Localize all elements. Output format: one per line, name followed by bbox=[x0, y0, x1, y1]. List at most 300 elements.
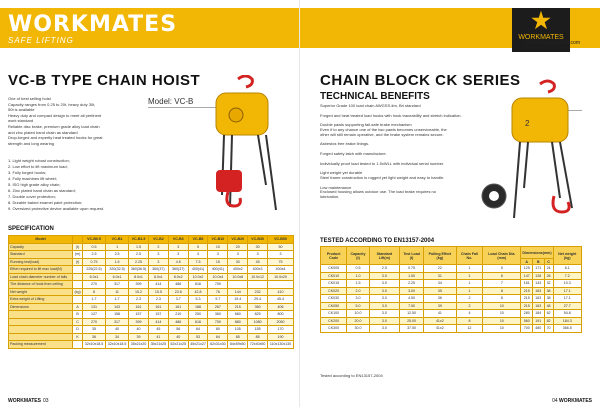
column-header: C bbox=[544, 259, 553, 265]
column-header: VC-B5 bbox=[188, 236, 208, 244]
spec-cell: 4.5 bbox=[168, 258, 188, 266]
column-header bbox=[73, 236, 83, 244]
spec-cell bbox=[73, 281, 83, 289]
spec-cell bbox=[228, 281, 248, 289]
tested-cell: 12 bbox=[456, 325, 483, 333]
spec-cell: 2.3 bbox=[129, 296, 149, 304]
intro-line: Drop-forged and expertly heat treated hooks for great bbox=[8, 135, 103, 141]
spec-table bbox=[8, 235, 294, 349]
tested-cell: 128 bbox=[532, 272, 544, 280]
tested-cell: 30.0 bbox=[347, 325, 369, 333]
column-header: Chain Fall No. bbox=[456, 247, 483, 265]
spec-cell: 317 bbox=[106, 318, 129, 326]
spec-cell: 9.7 bbox=[208, 296, 228, 304]
table-row bbox=[321, 302, 582, 310]
table-row bbox=[321, 295, 582, 303]
spec-cell: 2.25 bbox=[129, 258, 149, 266]
spec-cell: 317 bbox=[106, 281, 129, 289]
spec-cell: 486 bbox=[168, 318, 188, 326]
spec-cell: 410 bbox=[268, 288, 294, 296]
intro-line: Capacity ranges from 0.25 to 20t, heavy duty 30t, bbox=[8, 101, 96, 107]
column-header: B bbox=[532, 259, 544, 265]
spec-cell: 8.0x1 bbox=[148, 273, 168, 281]
tested-cell: CK015 bbox=[321, 280, 347, 288]
spec-cell: 270 bbox=[83, 318, 106, 326]
spec-cell: 2050 bbox=[268, 318, 294, 326]
feature-list bbox=[8, 158, 148, 212]
spec-cell: 660 bbox=[228, 311, 248, 319]
tested-cell: 2.0 bbox=[347, 287, 369, 295]
tested-cell: 3.0 bbox=[347, 295, 369, 303]
spec-cell: 40 bbox=[168, 333, 188, 341]
spec-cell: 8.0x1 bbox=[129, 273, 149, 281]
spec-cell: 3 bbox=[268, 251, 294, 259]
spec-cell: 52x21x25 bbox=[168, 341, 188, 349]
spec-cell: 7.5 bbox=[188, 258, 208, 266]
spec-cell: 30 bbox=[248, 243, 268, 251]
table-row bbox=[9, 281, 294, 289]
table-row bbox=[9, 266, 294, 274]
tested-cell: 4 bbox=[456, 310, 483, 318]
intro-line: strength and long wearing bbox=[8, 140, 55, 146]
brand-logo: WORKMATES bbox=[8, 12, 178, 37]
table-row bbox=[9, 311, 294, 319]
spec-cell: 161 bbox=[148, 303, 168, 311]
spec-cell: (m) bbox=[73, 251, 83, 259]
table-row bbox=[9, 288, 294, 296]
spec-cell: 616 bbox=[188, 318, 208, 326]
tested-cell: 3.0 bbox=[369, 302, 399, 310]
table-row bbox=[321, 310, 582, 318]
tested-cell: 163 bbox=[532, 287, 544, 295]
tested-cell: 184 bbox=[532, 310, 544, 318]
spec-cell: 10.0x2 bbox=[188, 273, 208, 281]
spec-cell: 700 bbox=[208, 281, 228, 289]
page-number: 03 bbox=[42, 398, 49, 404]
tested-cell: 48 bbox=[544, 302, 553, 310]
intro-line: One of best selling hoist bbox=[8, 96, 51, 101]
column-header: VC-B0.5 bbox=[83, 236, 106, 244]
spec-cell: 0.5 bbox=[83, 243, 106, 251]
tested-cell: 25.00 bbox=[400, 317, 424, 325]
feature-item: 5. ISO high grade alloy chain; bbox=[8, 182, 61, 187]
tested-cell: 82 bbox=[544, 317, 553, 325]
spec-cell: 320(32.5) bbox=[106, 266, 129, 274]
table-row bbox=[9, 333, 294, 341]
spec-cell: Packing measurement bbox=[9, 341, 73, 349]
spec-cell: 157 bbox=[129, 311, 149, 319]
intro-line: Heavy duty and compact design to meet all pertinent bbox=[8, 112, 102, 118]
spec-cell bbox=[248, 281, 268, 289]
spec-cell: 800 bbox=[268, 311, 294, 319]
spec-cell: 85 bbox=[248, 333, 268, 341]
spec-cell: 30 bbox=[228, 258, 248, 266]
tested-cell: 163 bbox=[532, 302, 544, 310]
tested-cell: CK100 bbox=[321, 310, 347, 318]
table-row bbox=[9, 296, 294, 304]
spec-cell: 45.4 bbox=[268, 296, 294, 304]
tested-cell: 5 bbox=[483, 265, 521, 273]
column-group-header: Dimensions(mm) bbox=[521, 247, 553, 259]
brand-tagline: SAFE LIFTING bbox=[8, 36, 74, 45]
tested-cell: 7.50 bbox=[400, 302, 424, 310]
intro-line: and zinc plated hand chain as standard bbox=[8, 129, 78, 135]
tested-cell: 163 bbox=[532, 295, 544, 303]
tested-cell: CK300 bbox=[321, 325, 347, 333]
spec-cell: (t) bbox=[73, 243, 83, 251]
table-row bbox=[321, 317, 582, 325]
tested-cell: 3.00 bbox=[400, 287, 424, 295]
column-header: VC-B1.5 bbox=[129, 236, 149, 244]
spec-cell: 360 bbox=[208, 311, 228, 319]
footer-brand: WORKMATES bbox=[8, 398, 41, 404]
spec-cell: 105 bbox=[228, 326, 248, 334]
tested-cell: 143 bbox=[532, 280, 544, 288]
tested-cell: 36 bbox=[424, 295, 457, 303]
spec-cell: 157 bbox=[148, 311, 168, 319]
spec-cell: A bbox=[73, 303, 83, 311]
spec-cell: 29.4 bbox=[248, 296, 268, 304]
table-row bbox=[321, 287, 582, 295]
spec-cell: 1 bbox=[106, 243, 129, 251]
spec-cell: 32x10x18.5 bbox=[83, 341, 106, 349]
right-footer bbox=[550, 398, 592, 404]
spec-cell: 400x3 bbox=[248, 266, 268, 274]
spec-cell: 10.0x4 bbox=[208, 273, 228, 281]
spec-cell: 1.7 bbox=[106, 296, 129, 304]
tested-cell: 1 bbox=[456, 280, 483, 288]
page-title: CHAIN BLOCK CK SERIES bbox=[320, 72, 521, 89]
spec-cell: 72x40x50 bbox=[248, 341, 268, 349]
feature-item: 3. Fully forged hooks; bbox=[8, 170, 47, 175]
column-header: Standard Lift(m) bbox=[369, 247, 399, 265]
tested-cell: 2 bbox=[456, 302, 483, 310]
spec-cell: Net weight bbox=[9, 288, 73, 296]
benefit-line: Forged and heat treated load hooks with hook traceability and stretch indication. bbox=[320, 112, 462, 118]
tested-cell: 22 bbox=[424, 265, 457, 273]
tested-cell: 0.5 bbox=[347, 265, 369, 273]
spec-cell: 36 bbox=[83, 333, 106, 341]
table-row bbox=[9, 303, 294, 311]
tested-cell: 27.7 bbox=[553, 302, 581, 310]
column-header: Test Load (t) bbox=[400, 247, 424, 265]
spec-cell: 35x21x20 bbox=[129, 341, 149, 349]
table-row bbox=[9, 243, 294, 251]
tested-cell: 7.2 bbox=[553, 272, 581, 280]
tested-cell: 3.0 bbox=[369, 272, 399, 280]
column-header: VC-B3 bbox=[168, 236, 188, 244]
spec-title: SPECIFICATION bbox=[8, 226, 54, 232]
table-row bbox=[9, 341, 294, 349]
tested-table bbox=[320, 246, 582, 333]
tested-cell: CK005 bbox=[321, 265, 347, 273]
benefit-line: Asbestos free brake linings. bbox=[320, 141, 370, 147]
spec-cell: 3 bbox=[188, 251, 208, 259]
spec-cell: 1.5 bbox=[106, 258, 129, 266]
spec-cell: 215 bbox=[228, 303, 248, 311]
tested-cell: 8 bbox=[483, 287, 521, 295]
tested-title: TESTED ACCORDING TO EN13157-2004 bbox=[320, 238, 435, 244]
table-row bbox=[9, 318, 294, 326]
tested-cell: 10 bbox=[483, 325, 521, 333]
spec-cell: 15.2 bbox=[129, 288, 149, 296]
tested-cell: 5.0 bbox=[347, 302, 369, 310]
spec-cell: 406 bbox=[268, 303, 294, 311]
column-header: Net weight (kg) bbox=[553, 247, 581, 265]
spec-cell: 360(36.5) bbox=[129, 266, 149, 274]
spec-cell: 400(41) bbox=[208, 266, 228, 274]
spec-cell bbox=[73, 273, 83, 281]
spec-cell: 2.5 bbox=[106, 251, 129, 259]
spec-cell: 360 bbox=[248, 303, 268, 311]
tested-cell: 38 bbox=[544, 295, 553, 303]
spec-cell: 62x31x30 bbox=[208, 341, 228, 349]
tested-cell: 12.50 bbox=[400, 310, 424, 318]
footer-brand: WORKMATES bbox=[559, 398, 592, 404]
spec-cell: 486 bbox=[168, 281, 188, 289]
spec-cell: 40 bbox=[129, 326, 149, 334]
emblem-text: WORKMATES bbox=[518, 34, 564, 41]
spec-cell: 161 bbox=[129, 303, 149, 311]
spec-cell: 10.0x12 bbox=[248, 273, 268, 281]
column-header: VC-B20 bbox=[228, 236, 248, 244]
tested-cell: 2.25 bbox=[400, 280, 424, 288]
spec-cell: 825 bbox=[248, 311, 268, 319]
tested-cell: CK050 bbox=[321, 302, 347, 310]
table-row bbox=[321, 280, 582, 288]
tested-cell: 366.5 bbox=[553, 325, 581, 333]
tested-cell: 34 bbox=[424, 280, 457, 288]
column-header: VC-B1 bbox=[106, 236, 129, 244]
tested-cell: 41 bbox=[424, 310, 457, 318]
spec-cell: 144 bbox=[228, 288, 248, 296]
tested-cell: 215 bbox=[521, 287, 533, 295]
page-number: 04 bbox=[552, 398, 558, 404]
spec-cell: 6.0x1 bbox=[106, 273, 129, 281]
tested-cell: 28 bbox=[544, 272, 553, 280]
feature-item: 6. Zinc plated hand chain as standard; bbox=[8, 188, 76, 193]
tested-cell: 10.3 bbox=[553, 280, 581, 288]
spec-cell: 414 bbox=[148, 318, 168, 326]
spec-cell: 2.5 bbox=[129, 251, 149, 259]
spec-cell: 360(37) bbox=[148, 266, 168, 274]
spec-cell: 23.6 bbox=[168, 288, 188, 296]
table-row bbox=[321, 265, 582, 273]
spec-cell: 42.8 bbox=[188, 288, 208, 296]
tested-cell: 41x2 bbox=[424, 325, 457, 333]
intro-line: work standard bbox=[8, 118, 34, 124]
spec-cell: 131 bbox=[83, 303, 106, 311]
benefit-line: Enclosed housing allows outdoor use. The load brake requires no bbox=[320, 189, 436, 195]
spec-cell: 880 bbox=[228, 318, 248, 326]
spec-cell: 3 bbox=[148, 258, 168, 266]
spec-cell: Effort required to lift max load(N) bbox=[9, 266, 73, 274]
intro-line: Reliable disc brake, premium grade alloy load chain bbox=[8, 123, 100, 129]
tested-cell: 184.3 bbox=[553, 317, 581, 325]
benefit-line: Steel frame construction is rugged yet light weight and easy to handle. bbox=[320, 174, 445, 180]
tested-cell: 191 bbox=[532, 317, 544, 325]
spec-cell: 40 bbox=[106, 326, 129, 334]
tested-cell: 1 bbox=[456, 265, 483, 273]
tested-cell: 125 bbox=[521, 265, 533, 273]
tested-cell: 32 bbox=[544, 280, 553, 288]
table-row bbox=[9, 251, 294, 259]
spec-cell: 45 bbox=[248, 258, 268, 266]
spec-cell: 232 bbox=[248, 288, 268, 296]
spec-cell: 19.4 bbox=[228, 296, 248, 304]
spec-cell: 80 bbox=[208, 326, 228, 334]
spec-cell: 76 bbox=[208, 288, 228, 296]
table-row bbox=[9, 273, 294, 281]
spec-cell: 50 bbox=[268, 243, 294, 251]
spec-cell: 3 bbox=[248, 251, 268, 259]
model-label: Model: VC-B bbox=[148, 97, 223, 108]
spec-cell: Extra weight of Lifting bbox=[9, 296, 73, 304]
tested-cell: 70 bbox=[544, 325, 553, 333]
spec-cell: 399 bbox=[129, 318, 149, 326]
tested-cell: 3.0 bbox=[369, 325, 399, 333]
spec-cell: 0.75 bbox=[83, 258, 106, 266]
spec-cell: 700 bbox=[208, 318, 228, 326]
spec-cell: 1.7 bbox=[83, 296, 106, 304]
spec-cell: 110x130x130 bbox=[268, 341, 294, 349]
spec-cell: 250 bbox=[188, 311, 208, 319]
spec-cell: 53 bbox=[188, 333, 208, 341]
spec-cell: (kg) bbox=[74, 289, 81, 294]
spec-cell bbox=[9, 333, 73, 341]
benefit-line: Even if to any chance one of the two pawls becomes unserviceable, the bbox=[320, 126, 447, 132]
tested-cell: 161 bbox=[521, 280, 533, 288]
column-header: Product Code bbox=[321, 247, 347, 265]
spec-cell: 2.3 bbox=[148, 296, 168, 304]
tested-cell: 37.50 bbox=[400, 325, 424, 333]
tested-cell: 480 bbox=[532, 325, 544, 333]
tested-cell: 147 bbox=[521, 272, 533, 280]
tested-cell: 6.1 bbox=[553, 265, 581, 273]
spec-cell: 270 bbox=[83, 281, 106, 289]
spec-cell: 8 bbox=[83, 288, 106, 296]
spec-cell: 3 bbox=[168, 243, 188, 251]
tested-cell: 215 bbox=[521, 302, 533, 310]
left-footer bbox=[8, 398, 49, 404]
spec-cell: 414 bbox=[148, 281, 168, 289]
chain-hoist-image bbox=[196, 75, 296, 215]
column-header: VC-B10 bbox=[208, 236, 228, 244]
right-page bbox=[300, 0, 600, 407]
spec-cell: 3 bbox=[168, 251, 188, 259]
spec-cell: 400x4 bbox=[268, 266, 294, 274]
spec-cell: 64x59x50 bbox=[228, 341, 248, 349]
benefit-line: Light weight yet durable bbox=[320, 170, 363, 176]
spec-cell: Dimensions bbox=[9, 303, 73, 311]
tested-cell: 10 bbox=[483, 302, 521, 310]
spec-cell bbox=[9, 318, 73, 326]
spec-cell: 267 bbox=[208, 303, 228, 311]
tested-cell: 10 bbox=[483, 310, 521, 318]
benefit-line: Individually proof load tested to 1.5xWLL with individual serial number. bbox=[320, 160, 445, 166]
benefit-line: Forged safety latch with manufacture. bbox=[320, 150, 387, 156]
tested-cell: 31 bbox=[424, 272, 457, 280]
tested-cell: 39 bbox=[424, 302, 457, 310]
tested-cell: 20.0 bbox=[347, 317, 369, 325]
benefits-text bbox=[320, 104, 470, 200]
spec-cell: 210 bbox=[168, 311, 188, 319]
table-row bbox=[321, 272, 582, 280]
tested-cell: 1.0 bbox=[347, 272, 369, 280]
worker-icon: ★ bbox=[531, 8, 551, 33]
spec-cell bbox=[73, 341, 83, 349]
tested-cell: 171 bbox=[532, 265, 544, 273]
feature-item: 7. Double cover protection; bbox=[8, 194, 56, 199]
spec-cell: 10.0x20 bbox=[268, 273, 294, 281]
column-header: Model bbox=[9, 236, 73, 244]
spec-cell: 10.0x8 bbox=[228, 273, 248, 281]
spec-cell: 400(41) bbox=[188, 266, 208, 274]
column-header: Capacity (t) bbox=[347, 247, 369, 265]
benefit-line: other will still remain operative, and the brake system remains secure. bbox=[320, 131, 444, 137]
tested-cell: 3.0 bbox=[369, 280, 399, 288]
spec-cell: 3 bbox=[148, 251, 168, 259]
spec-cell bbox=[9, 326, 73, 334]
spec-cell: 399 bbox=[129, 281, 149, 289]
spec-cell: 5 bbox=[188, 243, 208, 251]
intro-text bbox=[8, 96, 148, 146]
intro-line: 50t is available bbox=[8, 107, 35, 113]
tested-cell: CK200 bbox=[321, 317, 347, 325]
tested-cell: 10.0 bbox=[347, 310, 369, 318]
feature-item: 1. Light weight robust construction; bbox=[8, 158, 70, 163]
spec-cell: 170 bbox=[268, 326, 294, 334]
tested-cell: 1.5 bbox=[347, 280, 369, 288]
spec-cell: 127 bbox=[83, 311, 106, 319]
spec-cell: 8.0x2 bbox=[168, 273, 188, 281]
tested-cell: 215 bbox=[521, 295, 533, 303]
tested-cell: 700 bbox=[521, 325, 533, 333]
tested-cell: 6 bbox=[483, 272, 521, 280]
spec-cell: 1080 bbox=[248, 318, 268, 326]
tested-cell: 3.0 bbox=[369, 295, 399, 303]
spec-cell: 400x2 bbox=[228, 266, 248, 274]
spec-cell: 161 bbox=[168, 303, 188, 311]
tested-cell: 8 bbox=[483, 295, 521, 303]
tested-cell: 54.8 bbox=[553, 310, 581, 318]
tested-cell: 1 bbox=[456, 272, 483, 280]
spec-cell: 616 bbox=[188, 281, 208, 289]
tested-cell: 35 bbox=[424, 287, 457, 295]
spec-cell: 15 bbox=[208, 258, 228, 266]
spec-cell: 75 bbox=[268, 258, 294, 266]
tested-cell: CK020 bbox=[321, 287, 347, 295]
spec-cell: 85 bbox=[228, 333, 248, 341]
spec-cell: 3.7 bbox=[168, 296, 188, 304]
spec-cell: 3 bbox=[208, 251, 228, 259]
spec-cell: 20 bbox=[228, 243, 248, 251]
tested-cell: CK010 bbox=[321, 272, 347, 280]
table-row bbox=[9, 258, 294, 266]
website-link[interactable]: www.gongyougroup.com bbox=[525, 40, 580, 46]
spec-cell: 6.0x1 bbox=[83, 273, 106, 281]
spec-cell: 64 bbox=[188, 326, 208, 334]
spec-cell: 11 bbox=[106, 288, 129, 296]
benefit-line: Low maintenance bbox=[320, 184, 352, 190]
tested-cell: 1 bbox=[456, 287, 483, 295]
spec-cell: 155 bbox=[248, 326, 268, 334]
spec-cell: 188 bbox=[188, 303, 208, 311]
tested-cell: 3.0 bbox=[369, 287, 399, 295]
tested-cell: 7 bbox=[483, 280, 521, 288]
tested-cell: 2.5 bbox=[369, 265, 399, 273]
spec-cell: 143 bbox=[106, 303, 129, 311]
